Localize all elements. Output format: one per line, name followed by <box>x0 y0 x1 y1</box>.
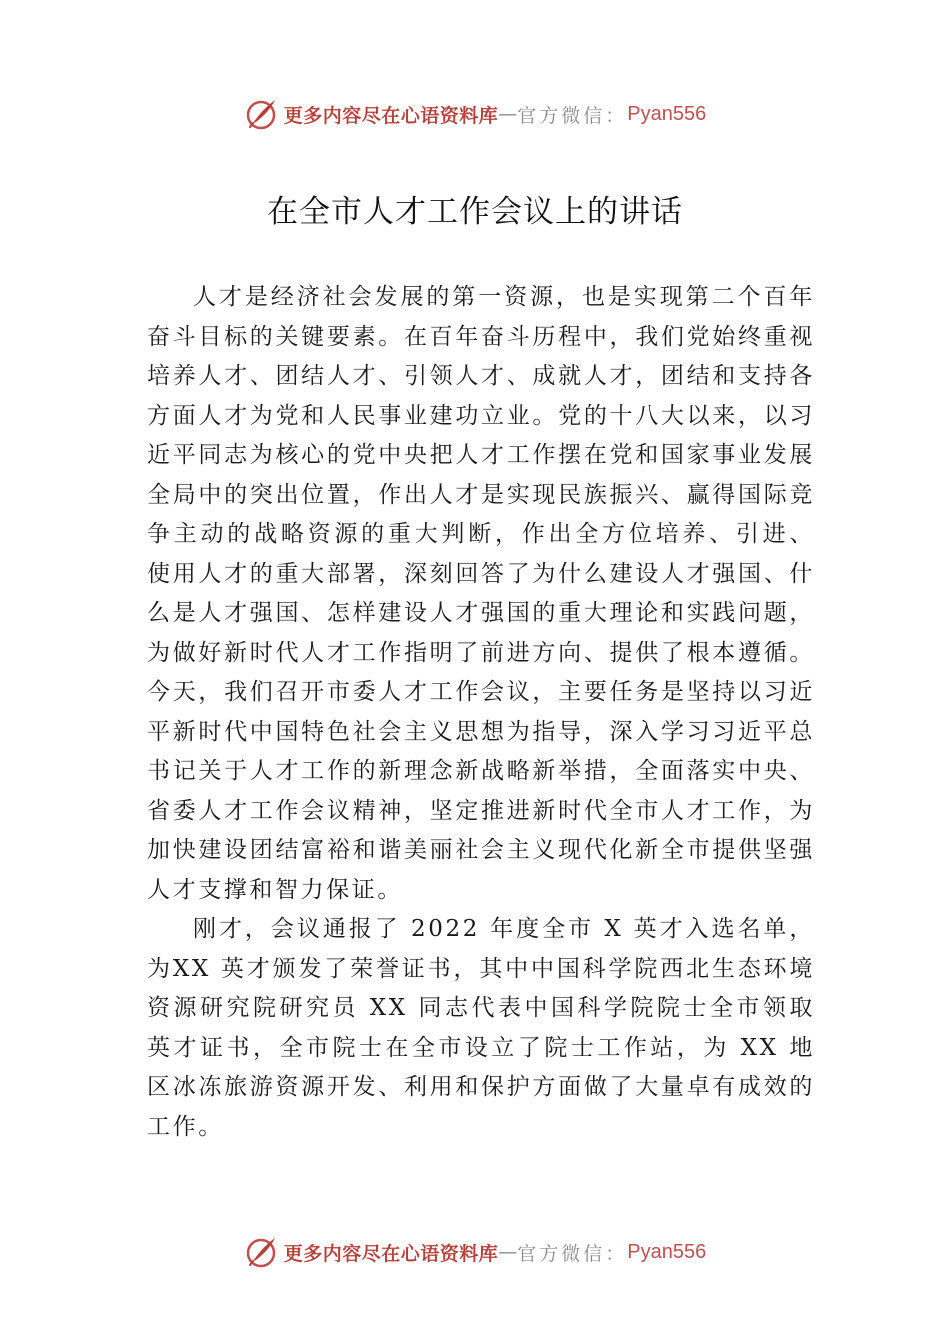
document-body <box>147 278 815 1147</box>
banner-wechat-label: 官方微信： <box>517 1242 628 1265</box>
banner-library-text: 更多内容尽在心语资料库 <box>283 104 499 127</box>
paragraph-2: 刚才，会议通报了 2022 年度全市 X 英才入选名单，为XX 英才颁发了荣誉证书，其中中国科学院西北生态环境资源研究院研究员 XX 同志代表中国科学院院士全市领取英才证书，全市院士在全市设立了院士工作站，为 XX 地区冰冻旅游资源开发、利用和保护方面做了大量卓有成效的工作。 <box>147 916 815 1140</box>
quill-pen-logo-icon <box>244 1234 280 1270</box>
header-watermark-banner <box>0 94 950 134</box>
banner-dash: — <box>498 1241 518 1263</box>
document-title: 在全市人才工作会议上的讲话 <box>267 194 683 230</box>
banner-wechat-label: 官方微信： <box>517 104 628 127</box>
quill-pen-logo-icon <box>244 96 280 132</box>
banner-wechat-id: Pyan556 <box>627 1240 707 1263</box>
banner-library-text: 更多内容尽在心语资料库 <box>283 1242 499 1265</box>
banner-dash: — <box>498 103 518 125</box>
footer-watermark-banner <box>0 1232 950 1272</box>
paragraph-1: 人才是经济社会发展的第一资源，也是实现第二个百年奋斗目标的关键要素。在百年奋斗历程中，我们党始终重视培养人才、团结人才、引领人才、成就人才，团结和支持各方面人才为党和人民事业建功立业。党的十八大以来，以习近平同志为核心的党中央把人才工作摆在党和国家事业发展全局中的突出位置，作出人才是实现民族振兴、赢得国际竞争主动的战略资源的重大判断，作出全方位培养、引进、 使用人才的重大部署，深刻回答了为什么建设人才强国、什么是人才强国、怎样建设人才强国的重大理论和实践问题， 为做好新时代人才工作指明了前进方向、提供了根本遵循。 今天，我们召开市委人才工作会议，主要任务是坚持以习近平新时代中国特色社会主义思想为指导，深入学习习近平总书记关于人才工作的新理念新战略新举措，全面落实中央、 省委人才工作会议精神，坚定推进新时代全市人才工作，为加快建设团结富裕和谐美丽社会主义现代化新全市提供坚强人才支撑和智力保证。 <box>147 284 815 903</box>
banner-wechat-id: Pyan556 <box>627 102 707 125</box>
